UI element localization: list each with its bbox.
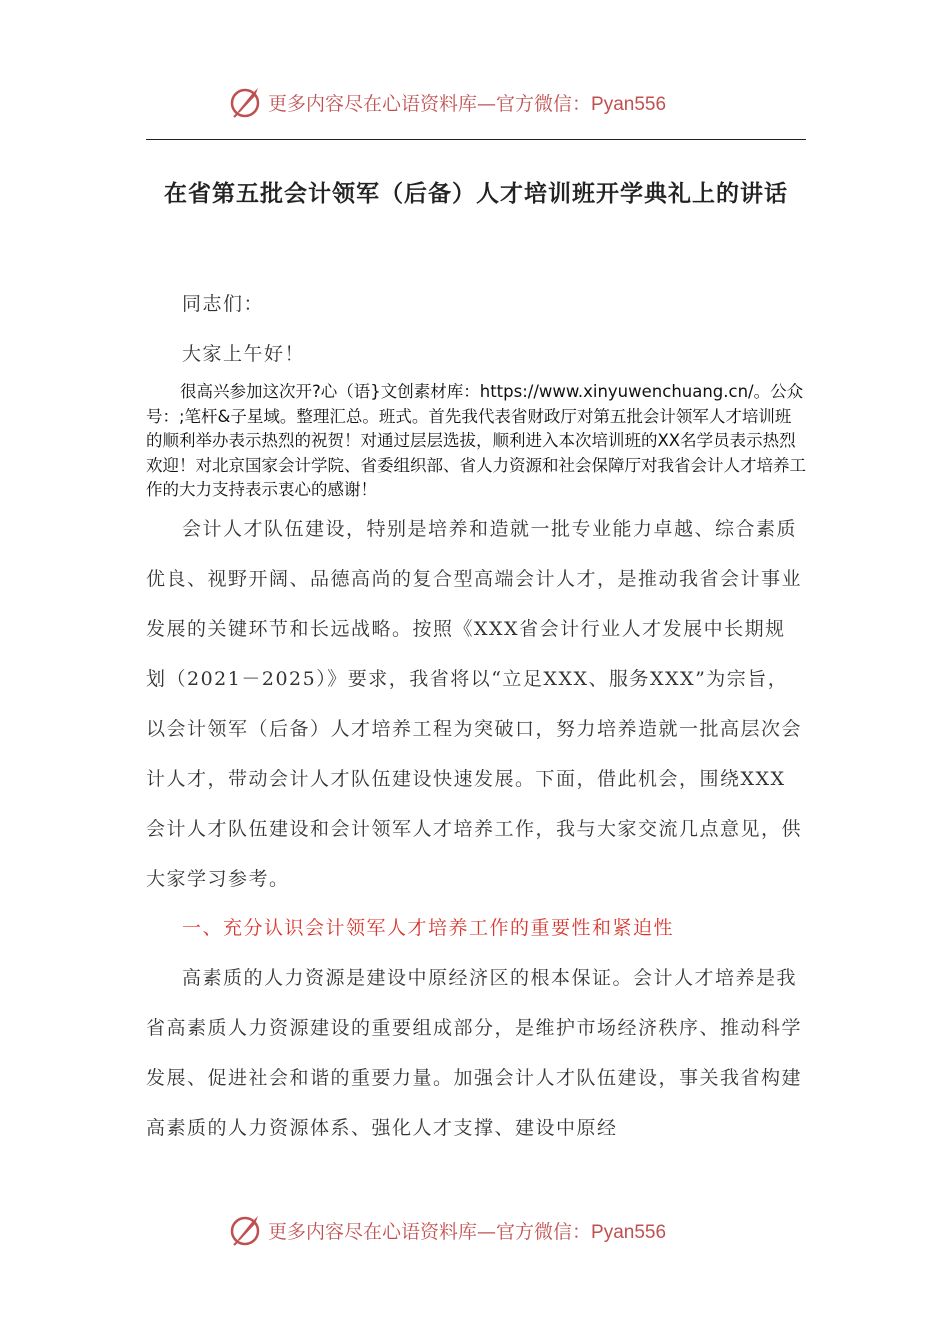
banner-wechat-id: Pyan556 (591, 1221, 667, 1243)
banner-label: 官方微信： (496, 92, 592, 115)
banner-dash: — (477, 92, 497, 115)
greeting-morning: 大家上午好！ (182, 343, 306, 365)
intro-paragraph: 很高兴参加这次开?心（语}文创素材库：https://www.xinyuwenchuang.cn/。公众号：;笔杆&子星域。整理汇总。班式。首先我代表省财政厅对第五批会计领军人才培训班的顺利举办表示热烈的祝贺！对通过层层选拔，顺利进入本次培训班的XX名学员表示热烈欢迎！对北京国家会计学院、省委组织部、省人力资源和社会保障厅对我省会计人才培养工作的大力支持表示衷心的感谢！ (146, 382, 806, 499)
banner-main: 更多内容尽在心语资料库 (268, 1220, 478, 1243)
document-title: 在省第五批会计领军（后备）人才培训班开学典礼上的讲话 (164, 180, 788, 207)
banner-text (268, 89, 666, 116)
banner-label: 官方微信： (496, 1220, 592, 1243)
header-divider (146, 139, 806, 140)
banner-text (268, 1217, 666, 1244)
header-banner (228, 82, 728, 122)
paragraph-human-resources: 高素质的人力资源是建设中原经济区的根本保证。会计人才培养是我省高素质人力资源建设的重要组成部分，是维护市场经济秩序、推动科学发展、促进社会和谐的重要力量。加强会计人才队伍建设，事关我省构建高素质的人力资源体系、强化人才支撑、建设中原经 (146, 967, 803, 1139)
footer-banner (228, 1210, 728, 1250)
quill-logo-icon (228, 1212, 264, 1248)
banner-main: 更多内容尽在心语资料库 (268, 92, 478, 115)
quill-logo-icon (228, 84, 264, 120)
paragraph-talent-strategy: 会计人才队伍建设，特别是培养和造就一批专业能力卓越、综合素质优良、视野开阔、品德高尚的复合型高端会计人才，是推动我省会计事业发展的关键环节和长远战略。按照《XXX省会计行业人才发展中长期规划（2021－2025）》要求，我省将以“立足XXX、服务XXX”为宗旨，以会计领军（后备）人才培养工程为突破口，努力培养造就一批高层次会计人才，带动会计人才队伍建设快速发展。下面，借此机会，围绕XXX会计人才队伍建设和会计领军人才培养工作，我与大家交流几点意见，供大家学习参考。 (146, 518, 803, 890)
banner-dash: — (477, 1220, 497, 1243)
section-heading-1: 一、充分认识会计领军人才培养工作的重要性和紧迫性 (182, 917, 675, 939)
greeting-comrades: 同志们： (182, 293, 265, 315)
banner-wechat-id: Pyan556 (591, 93, 667, 115)
